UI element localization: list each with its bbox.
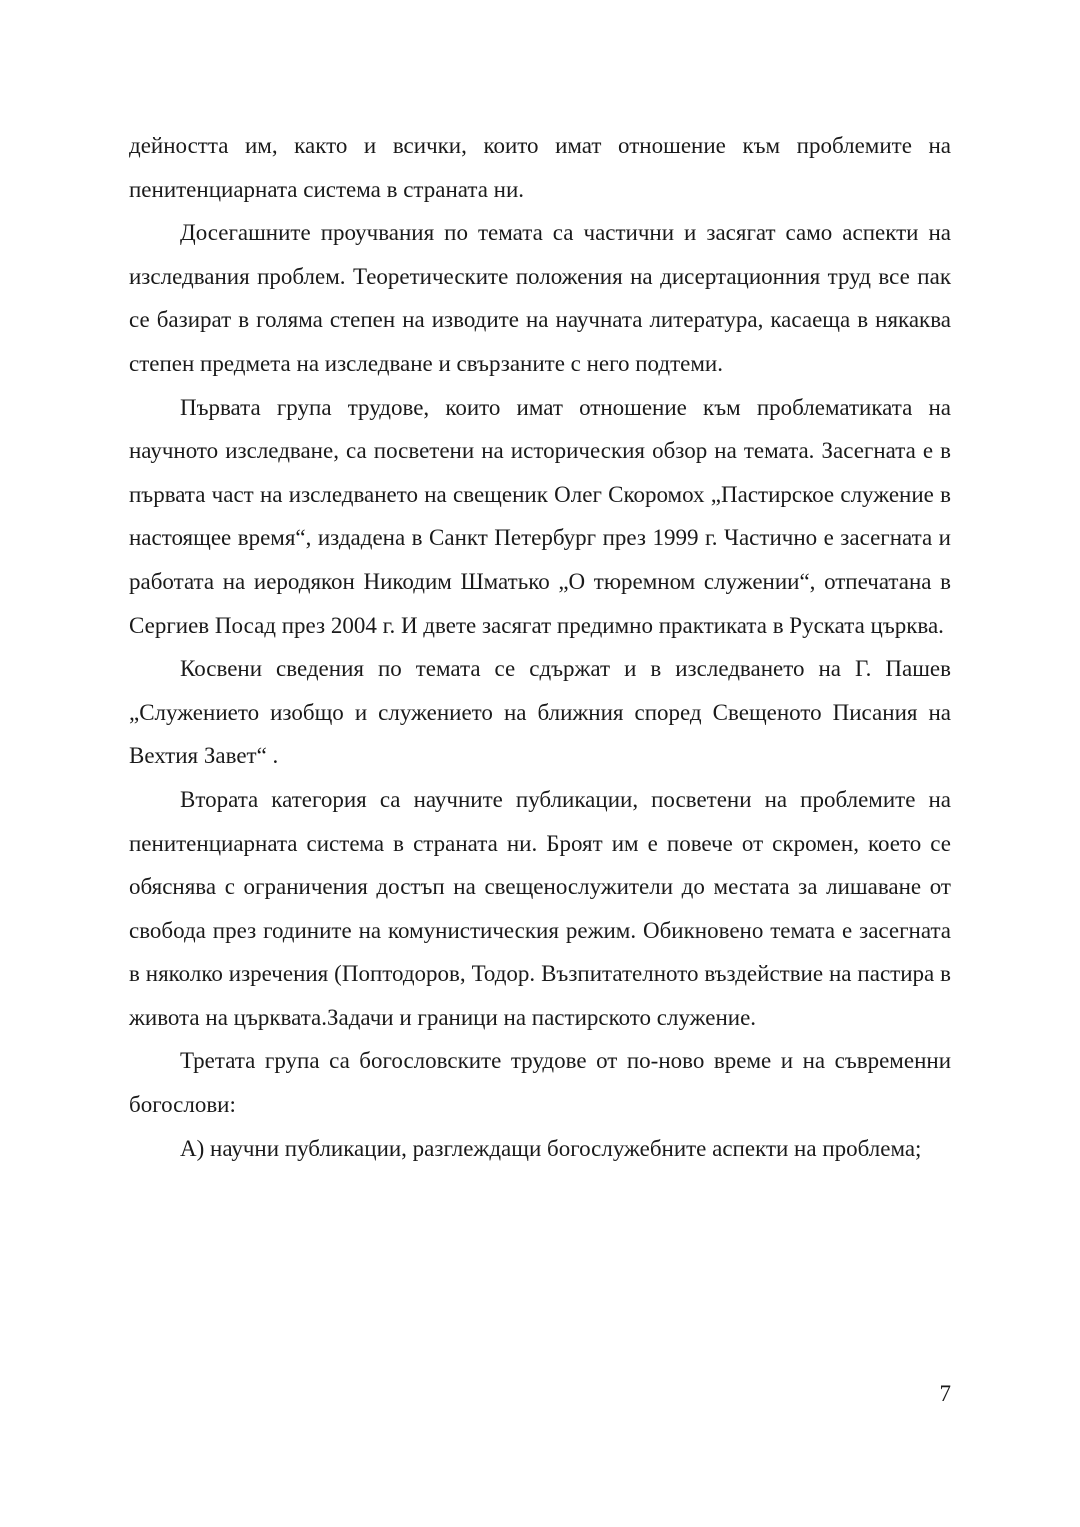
paragraph-second-category: Втората категория са научните публикации, посветени на проблемите на пенитенциарната система в страната ни. Броят им е повече от скромен, което се обяснява с ограничения достъп на свещенослужители до местата за лишаване от свобода през годините на комунистическия режим. Обикновено темата е засегната в няколко изречения (Поптодоров, Тодор. Възпитателното въздействие на пастира в живота на църквата.Задачи и граници на пастирското служение. bbox=[129, 786, 951, 1030]
paragraph-first-group: Първата група трудове, които имат отношение към проблематиката на научното изследване, са посветени на историческия обзор на темата. Засегната е в първата част на изследването на свещеник Олег Скоромох „Пастирское служение в настоящее время“, издадена в Санкт Петербург през 1999 г. Частично е засегната и работата на иеродякон Никодим Шматько „О тюремном служении“, отпечатана в Сергиев Посад през 2004 г. И двете засягат предимно практиката в Руската църква. bbox=[129, 394, 951, 638]
paragraph-continuation: дейността им, както и всички, които имат отношение към проблемите на пенитенциарната система в страната ни. bbox=[129, 133, 951, 202]
paragraph-prior-research: Досегашните проучвания по темата са частични и засягат само аспекти на изследвания проблем. Теоретическите положения на дисертационния труд все пак се базират в голяма степен на изводите на научната литература, касаеща в някаква степен предмета на изследване и свързаните с него подтеми. bbox=[129, 220, 951, 376]
paragraph-item-a: А) научни публикации, разглеждащи богослужебните аспекти на проблема; bbox=[180, 1135, 922, 1161]
paragraph-pashev: Косвени сведения по темата се сдържат и в изследването на Г. Пашев „Служението изобщо и служението на ближния според Свещеното Писания на Вехтия Завет“ . bbox=[129, 656, 951, 769]
page-number: 7 bbox=[939, 1381, 951, 1406]
body-text bbox=[129, 124, 951, 1170]
paragraph-third-group: Третата група са богословските трудове от по-ново време и на съвременни богослови: bbox=[129, 1048, 951, 1118]
